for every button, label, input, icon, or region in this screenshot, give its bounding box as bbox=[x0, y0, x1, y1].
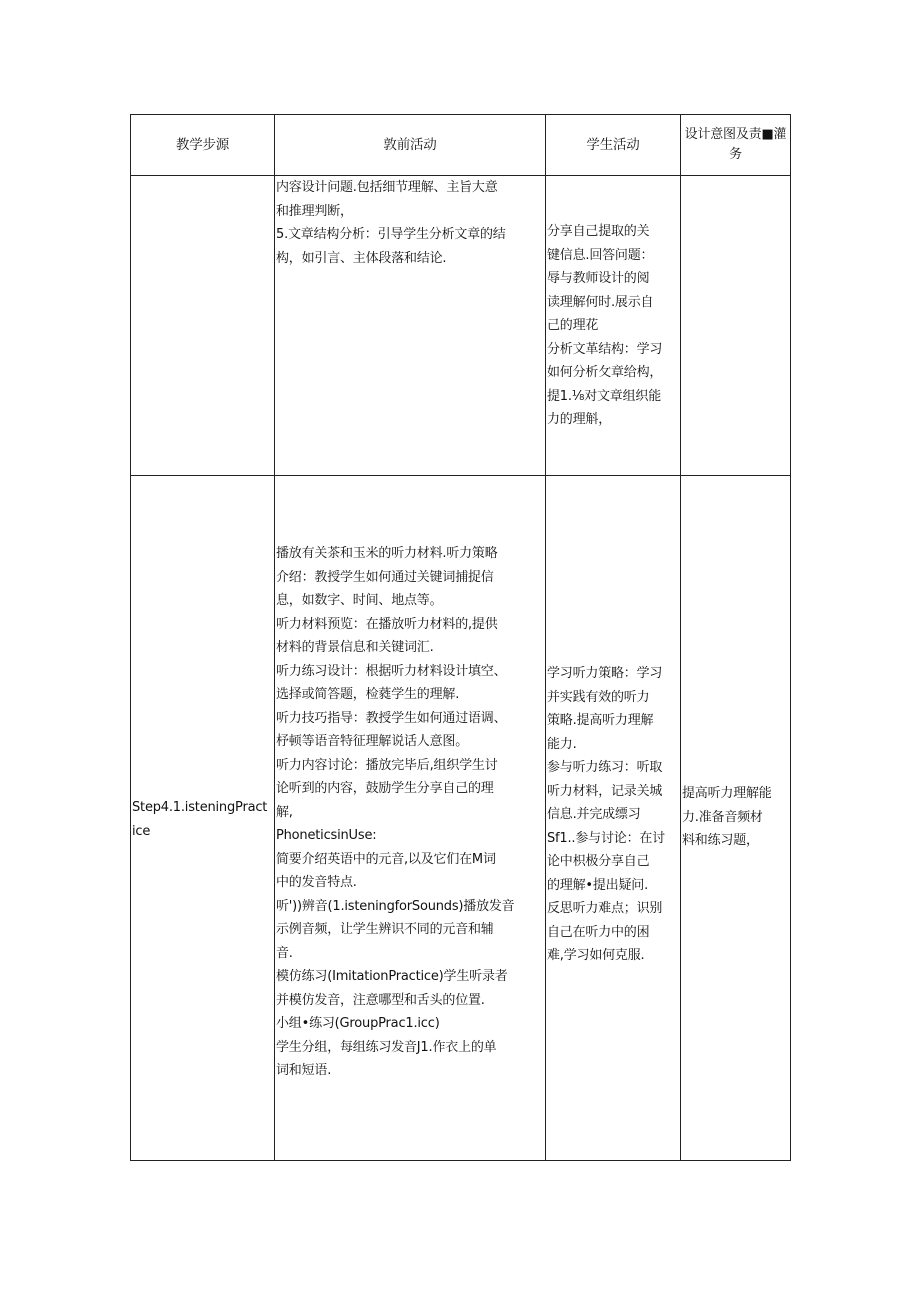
cell-text-line: 难,学习如何克服. bbox=[547, 948, 645, 963]
cell-text-line: 介绍：教授学生如何通过关键词捕捉信 bbox=[276, 569, 494, 585]
cell-text-line: PhoneticsinUse: bbox=[276, 828, 377, 843]
table-header-row bbox=[131, 115, 791, 176]
table-row bbox=[131, 176, 791, 476]
cell-text-line: 学生分组，每组练习发音J1.作衣上的单 bbox=[276, 1039, 497, 1055]
header-teaching-step: 教学步源 bbox=[131, 115, 275, 176]
cell-text-line: 示例音频，让学生辨识不同的元音和辅 bbox=[276, 922, 494, 937]
cell-text-line: 参与听力练习：听取 bbox=[547, 760, 663, 775]
cell-text-line: 辱与教师设计的阅 bbox=[547, 271, 650, 286]
cell-student-activity bbox=[546, 176, 681, 476]
cell-text-line: 读理解何时.展示自 bbox=[547, 294, 654, 310]
cell-text-line: 力的理斛， bbox=[547, 412, 612, 427]
cell-text-line: 如何分析攵章给构， bbox=[547, 365, 663, 380]
cell-text-line: 听力练习设计：根据听力材料设计填空、 bbox=[276, 663, 507, 679]
cell-text-line: 材料的背景信息和关键词汇. bbox=[276, 640, 434, 655]
cell-text-line: 并实践有效的听力 bbox=[547, 689, 650, 705]
cell-text-line: 听力内容讨论：播放完毕后,组织学生讨 bbox=[276, 757, 498, 773]
cell-text-line: 听力技巧指导：教授学生如何通过语调、 bbox=[276, 710, 507, 726]
cell-text-line: 料和练习题， bbox=[682, 833, 759, 848]
cell-text-line: 听力材料，记录关城 bbox=[547, 783, 663, 799]
cell-text-line: 解, bbox=[276, 804, 293, 820]
cell-text-line: 信息.并完成缥习 bbox=[547, 807, 641, 822]
cell-text-line: 杼顿等语音特征理解说话人意图。 bbox=[276, 734, 469, 749]
cell-text-line: 提高听力理解能 bbox=[682, 786, 772, 801]
cell-text-line: 选择或简答题，检蕤学生的理解. bbox=[276, 687, 460, 702]
cell-text-line: 小组•练习(GroupPrac1.icc) bbox=[276, 1016, 440, 1031]
cell-text-line: ice bbox=[132, 823, 151, 839]
cell-text-line: 听'))辨音(1.isteningforSounds)播放发音 bbox=[276, 898, 515, 914]
cell-text-line: 简要介绍英语中的元音,以及它们在M词 bbox=[276, 851, 496, 867]
cell-text-line: 内容设计问题.包括细节理解、主旨大意 bbox=[276, 180, 498, 195]
cell-text-line: 模仿练习(ImitationPractice)学生听录者 bbox=[276, 969, 508, 984]
cell-text-line: 播放有关茶和玉米的听力材料.听力策略 bbox=[276, 546, 498, 561]
cell-teacher-activity bbox=[275, 476, 546, 1161]
cell-text-line: 词和短语. bbox=[276, 1063, 332, 1078]
cell-text-line: 学习听力策略：学习 bbox=[547, 666, 663, 681]
cell-text-line: 5.文章结构分析：引导学生分析文章的结 bbox=[276, 227, 506, 242]
cell-text-line: 分析文革结构：学习 bbox=[547, 341, 663, 357]
cell-step bbox=[131, 176, 275, 476]
cell-text-line: 音. bbox=[276, 945, 293, 961]
table-row bbox=[131, 476, 791, 1161]
cell-text-line: 分享自己提取的关 bbox=[547, 224, 650, 239]
cell-text-line: 和推理判断， bbox=[276, 203, 353, 219]
cell-text-line: 论听到的内容，鼓励学生分享自己的理 bbox=[276, 781, 494, 796]
cell-text-line: 自己在听力中的困 bbox=[547, 924, 650, 940]
cell-text-line: 中的发音特点. bbox=[276, 875, 357, 890]
header-design-intent bbox=[681, 115, 791, 176]
lesson-plan-table bbox=[130, 114, 791, 1161]
cell-text-line: 论中枳极分享自己 bbox=[547, 854, 650, 869]
cell-text-line: 策略.提高听力理解 bbox=[547, 713, 654, 728]
cell-text-line: 构，如引言、主体段落和结论. bbox=[276, 250, 447, 266]
cell-text-line: 己的理花 bbox=[547, 318, 599, 333]
cell-step bbox=[131, 476, 275, 1161]
cell-text-line: 键信息.回答问题： bbox=[547, 247, 654, 263]
cell-design-intent bbox=[681, 476, 791, 1161]
header-student-activity: 学生活动 bbox=[546, 115, 681, 176]
header-design-intent-text: 设计意图及责■灌务 bbox=[684, 127, 787, 162]
cell-design-intent bbox=[681, 176, 791, 476]
cell-text-line: 反思听力难点；识别 bbox=[547, 901, 663, 916]
cell-text-line: 能力. bbox=[547, 736, 577, 752]
cell-text-line: Sf1..参与讨论：在讨 bbox=[547, 830, 665, 846]
cell-teacher-activity bbox=[275, 176, 546, 476]
cell-text-line: 的理解•提出疑问. bbox=[547, 877, 649, 893]
cell-text-line: 息，如数字、时间、地点等。 bbox=[276, 593, 443, 608]
cell-text-line: 并模仿发音，注意哪型和舌头的位置. bbox=[276, 992, 485, 1008]
cell-student-activity bbox=[546, 476, 681, 1161]
cell-text-line: 提1.⅛对文章组织能 bbox=[547, 388, 662, 404]
cell-text-line: 力.准备音频材 bbox=[682, 809, 763, 825]
header-teacher-activity: 敦前活动 bbox=[275, 115, 546, 176]
cell-text-line: 听力材料预览：在播放听力材料的,提供 bbox=[276, 616, 498, 632]
cell-text-line: Step4.1.isteningPract bbox=[132, 800, 268, 815]
